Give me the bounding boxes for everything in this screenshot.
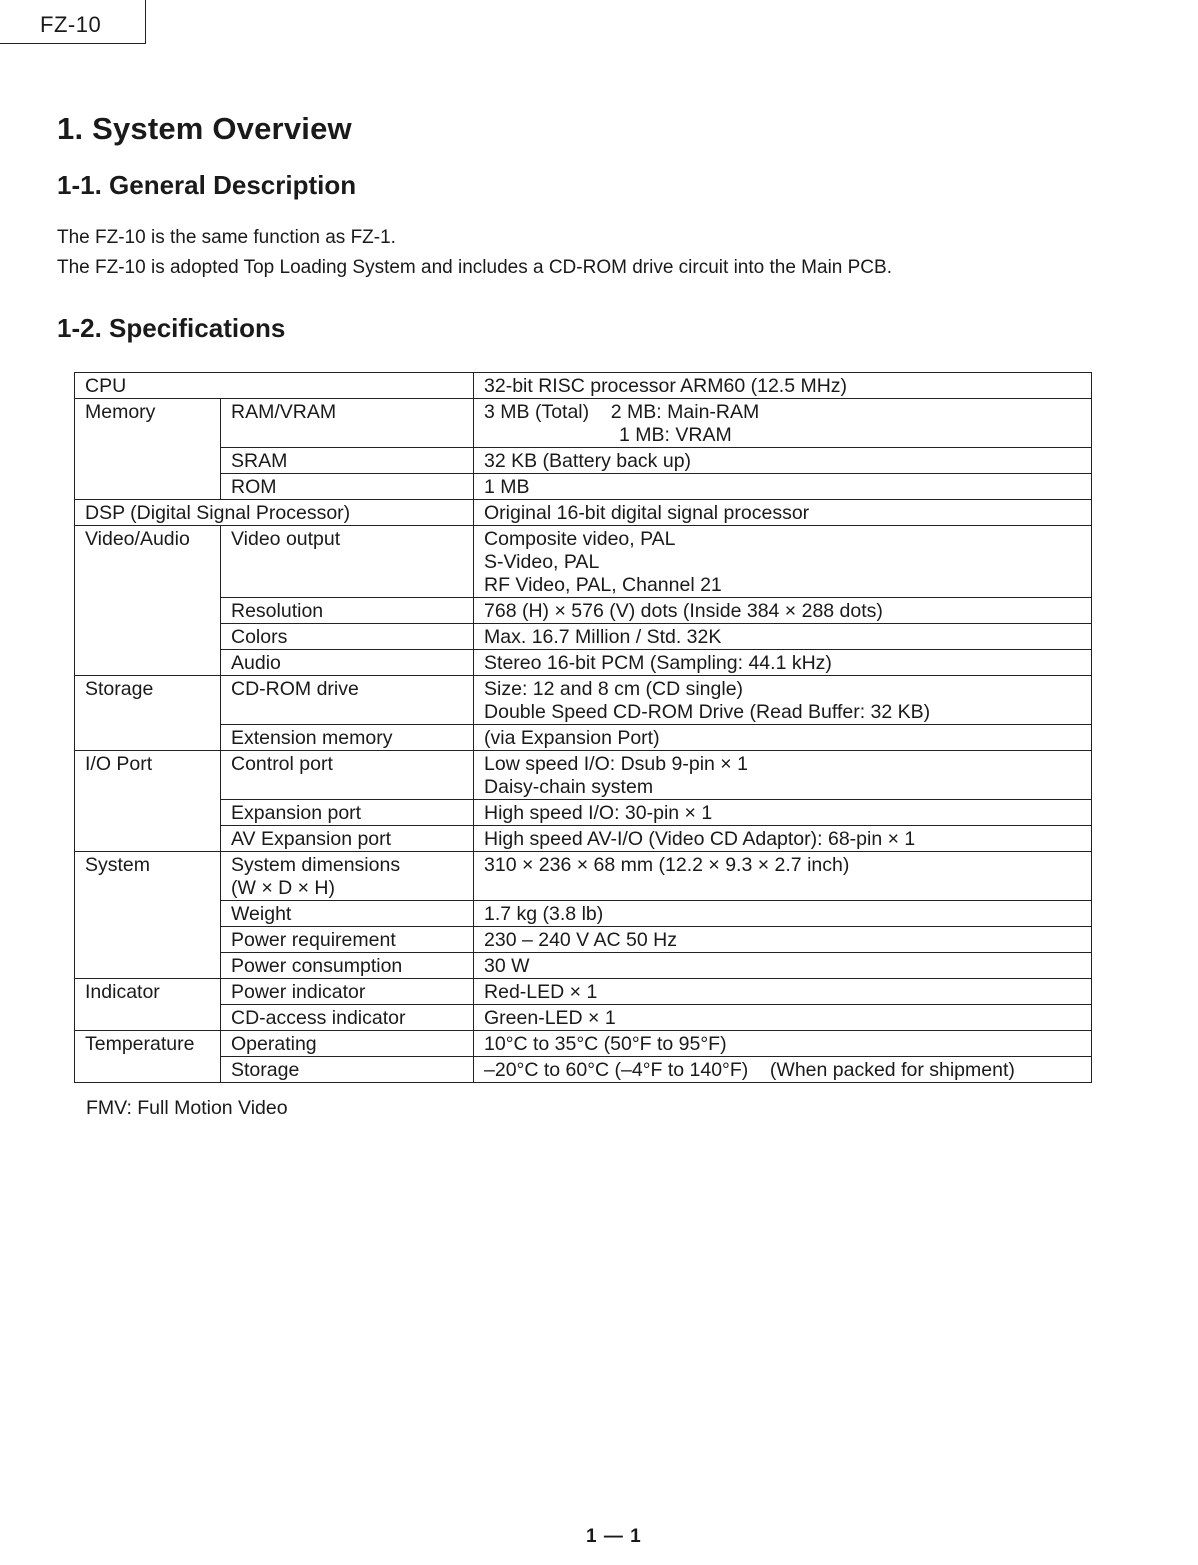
video-output-line-1: Composite video, PAL: [484, 528, 676, 550]
control-port-line-1: Low speed I/O: Dsub 9-pin × 1: [484, 753, 748, 775]
table-row: [75, 826, 1092, 852]
table-row: [75, 927, 1092, 953]
control-port-line-2: Daisy-chain system: [484, 776, 654, 798]
ram-value: [474, 399, 1092, 448]
av-expansion-label: AV Expansion port: [221, 826, 474, 852]
power-consumption-label: Power consumption: [221, 953, 474, 979]
table-row: [75, 373, 1092, 399]
storage-label: Storage: [75, 676, 221, 751]
table-row: [75, 1057, 1092, 1083]
sram-value: 32 KB (Battery back up): [474, 448, 1092, 474]
table-row: [75, 852, 1092, 901]
rom-value: 1 MB: [474, 474, 1092, 500]
table-row: [75, 1031, 1092, 1057]
av-expansion-value: High speed AV-I/O (Video CD Adaptor): 68-pin × 1: [474, 826, 1092, 852]
dimensions-label-line-2: (W × D × H): [231, 877, 336, 899]
sram-label: SRAM: [221, 448, 474, 474]
page-number: 1 — 1: [586, 1526, 642, 1547]
dimensions-value: 310 × 236 × 68 mm (12.2 × 9.3 × 2.7 inch): [474, 852, 1092, 901]
table-row: [75, 650, 1092, 676]
ram-label: RAM/VRAM: [221, 399, 474, 448]
table-row: [75, 624, 1092, 650]
video-audio-label: Video/Audio: [75, 526, 221, 676]
cd-rom-value: [474, 676, 1092, 725]
extension-memory-label: Extension memory: [221, 725, 474, 751]
cd-rom-line-1: Size: 12 and 8 cm (CD single): [484, 678, 744, 700]
cpu-label: CPU: [75, 373, 474, 399]
cd-rom-line-2: Double Speed CD-ROM Drive (Read Buffer: 32 KB): [484, 701, 931, 723]
colors-value: Max. 16.7 Million / Std. 32K: [474, 624, 1092, 650]
specs-heading: 1-2. Specifications: [57, 313, 286, 343]
model-tag: [0, 0, 146, 44]
memory-label: Memory: [75, 399, 221, 500]
table-row: [75, 526, 1092, 598]
table-row: [75, 751, 1092, 800]
general-line-2: The FZ-10 is adopted Top Loading System and includes a CD-ROM drive circuit into the Main PCB.: [57, 257, 892, 278]
table-row: [75, 500, 1092, 526]
weight-label: Weight: [221, 901, 474, 927]
dsp-value: Original 16-bit digital signal processor: [474, 500, 1092, 526]
colors-label: Colors: [221, 624, 474, 650]
table-row: [75, 725, 1092, 751]
operating-label: Operating: [221, 1031, 474, 1057]
table-row: [75, 448, 1092, 474]
operating-value: 10°C to 35°C (50°F to 95°F): [474, 1031, 1092, 1057]
model-label: FZ-10: [40, 12, 102, 37]
resolution-label: Resolution: [221, 598, 474, 624]
table-row: [75, 598, 1092, 624]
resolution-value: 768 (H) × 576 (V) dots (Inside 384 × 288 dots): [474, 598, 1092, 624]
power-indicator-value: Red-LED × 1: [474, 979, 1092, 1005]
extension-memory-value: (via Expansion Port): [474, 725, 1092, 751]
audio-label: Audio: [221, 650, 474, 676]
power-requirement-label: Power requirement: [221, 927, 474, 953]
table-row: [75, 953, 1092, 979]
table-row: [75, 474, 1092, 500]
video-output-line-2: S-Video, PAL: [484, 551, 600, 573]
storage-temp-value: –20°C to 60°C (–4°F to 140°F) (When packed for shipment): [474, 1057, 1092, 1083]
dimensions-label-line-1: System dimensions: [231, 854, 401, 876]
ram-value-line-1: 3 MB (Total) 2 MB: Main-RAM: [484, 401, 760, 423]
general-heading: 1-1. General Description: [57, 170, 357, 200]
io-port-label: I/O Port: [75, 751, 221, 852]
cd-access-indicator-value: Green-LED × 1: [474, 1005, 1092, 1031]
power-requirement-value: 230 – 240 V AC 50 Hz: [474, 927, 1092, 953]
cpu-value: 32-bit RISC processor ARM60 (12.5 MHz): [474, 373, 1092, 399]
indicator-label: Indicator: [75, 979, 221, 1031]
general-line-1: The FZ-10 is the same function as FZ-1.: [57, 227, 396, 248]
control-port-value: [474, 751, 1092, 800]
storage-temp-label: Storage: [221, 1057, 474, 1083]
section-title: 1. System Overview: [57, 111, 352, 146]
table-row: [75, 1005, 1092, 1031]
power-consumption-value: 30 W: [474, 953, 1092, 979]
dimensions-label: [221, 852, 474, 901]
cd-access-indicator-label: CD-access indicator: [221, 1005, 474, 1031]
system-label: System: [75, 852, 221, 979]
dsp-label: DSP (Digital Signal Processor): [75, 500, 474, 526]
specifications-table: [74, 372, 1092, 1083]
expansion-port-label: Expansion port: [221, 800, 474, 826]
cd-rom-label: CD-ROM drive: [221, 676, 474, 725]
expansion-port-value: High speed I/O: 30-pin × 1: [474, 800, 1092, 826]
audio-value: Stereo 16-bit PCM (Sampling: 44.1 kHz): [474, 650, 1092, 676]
rom-label: ROM: [221, 474, 474, 500]
control-port-label: Control port: [221, 751, 474, 800]
footnote: FMV: Full Motion Video: [86, 1097, 288, 1119]
table-row: [75, 979, 1092, 1005]
video-output-value: [474, 526, 1092, 598]
video-output-label: Video output: [221, 526, 474, 598]
temperature-label: Temperature: [75, 1031, 221, 1083]
video-output-line-3: RF Video, PAL, Channel 21: [484, 574, 722, 596]
weight-value: 1.7 kg (3.8 lb): [474, 901, 1092, 927]
power-indicator-label: Power indicator: [221, 979, 474, 1005]
table-row: [75, 676, 1092, 725]
table-row: [75, 800, 1092, 826]
table-row: [75, 901, 1092, 927]
ram-value-line-2: 1 MB: VRAM: [619, 424, 732, 446]
table-row: [75, 399, 1092, 448]
